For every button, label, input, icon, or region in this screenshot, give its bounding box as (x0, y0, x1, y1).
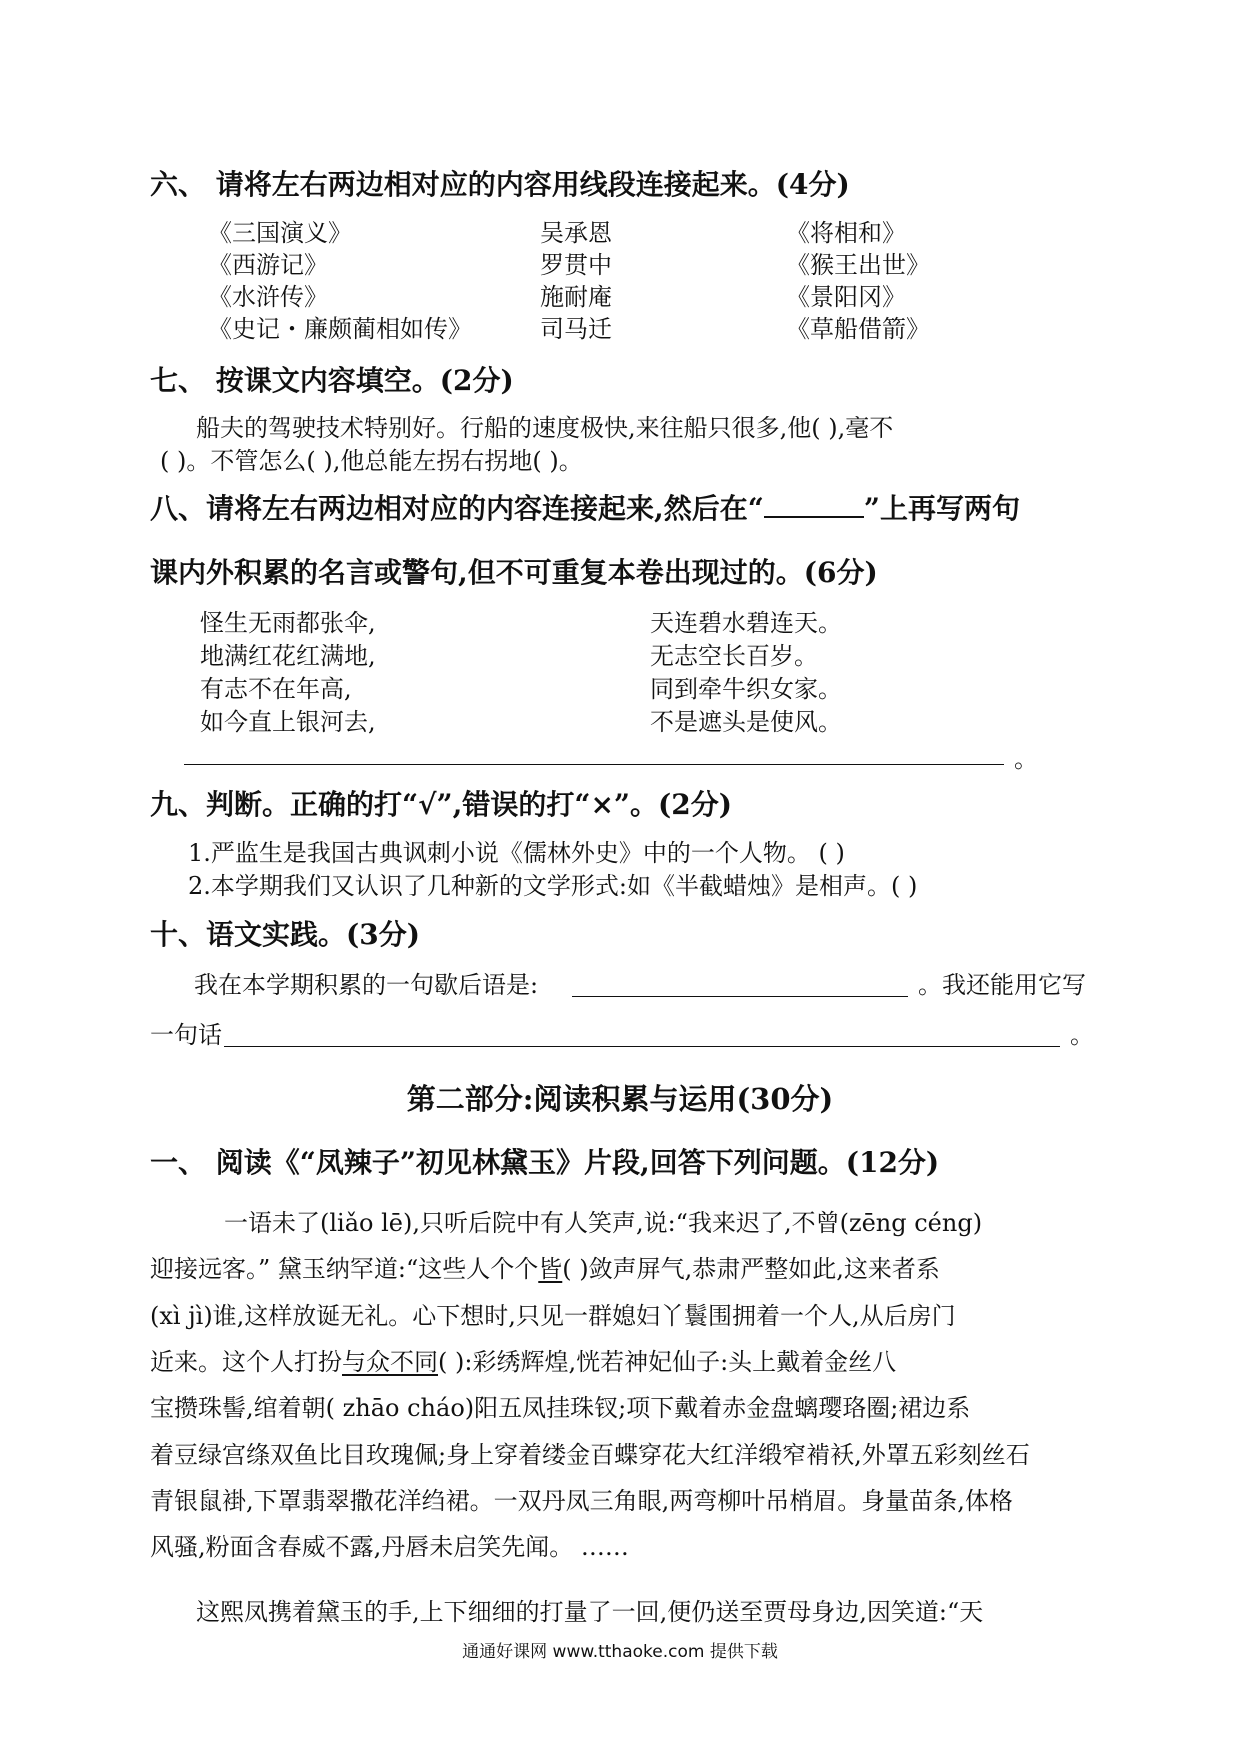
story-title: 《将相和》 (786, 219, 906, 247)
passage-line: 这熙凤携着黛玉的手,上下细细的打量了一回,便仍送至贾母身边,因笑道:“天 (196, 1598, 984, 1626)
book-title: 《水浒传》 (208, 283, 328, 311)
section-8-heading (150, 492, 1020, 526)
author-name: 吴承恩 (540, 219, 612, 247)
sentence-prompt: 一句话 (150, 1021, 222, 1049)
author-name: 施耐庵 (540, 283, 612, 311)
reading-question-heading: 一、 阅读《“凤辣子”初见林黛玉》片段,回答下列问题。(12分) (150, 1146, 940, 1179)
couplet-left: 怪生无雨都张伞, (200, 609, 376, 637)
judgement-item: 1.严监生是我国古典讽刺小说《儒林外史》中的一个人物。 ( ) (188, 839, 845, 867)
footer-source: 通通好课网 www.tthaoke.com 提供下载 (462, 1642, 778, 1662)
couplet-right: 天连碧水碧连天。 (650, 609, 842, 637)
part-2-title: 第二部分:阅读积累与运用(30分) (406, 1082, 834, 1116)
passage-line: 迎接远客。” 黛玉纳罕道:“这些人个个皆( )敛声屏气,恭肃严整如此,这来者系 (150, 1255, 940, 1283)
book-title: 《史记・廉颇蔺相如传》 (208, 315, 472, 343)
couplet-right: 同到牵牛织女家。 (650, 675, 842, 703)
section-6-heading: 六、 请将左右两边相对应的内容用线段连接起来。(4分) (150, 168, 850, 201)
author-name: 罗贯中 (540, 251, 612, 279)
answer-line[interactable] (184, 764, 1004, 765)
underlined-word: 与众不同 (342, 1348, 438, 1376)
couplet-left: 地满红花红满地, (200, 642, 376, 670)
proverb-answer-line[interactable] (572, 996, 908, 997)
couplet-left: 有志不在年高, (200, 675, 352, 703)
proverb-prompt-end: 。我还能用它写 (918, 971, 1086, 999)
author-name: 司马迁 (540, 315, 612, 343)
book-title: 《三国演义》 (208, 219, 352, 247)
section-8-heading-line-2: 课内外积累的名言或警句,但不可重复本卷出现过的。(6分) (150, 556, 878, 589)
section-8-heading-end: ”上再写两句 (863, 492, 1020, 525)
section-9-heading: 九、判断。正确的打“√”,错误的打“×”。(2分) (150, 788, 733, 821)
book-title: 《西游记》 (208, 251, 328, 279)
proverb-prompt: 我在本学期积累的一句歇后语是: (194, 971, 539, 999)
sentence-period: 。 (1070, 1021, 1094, 1049)
fill-blank-line-2: ( )。不管怎么( ),他总能左拐右拐地( )。 (160, 447, 583, 475)
passage-line: 宝攒珠髻,绾着朝( zhāo cháo)阳五凤挂珠钗;项下戴着赤金盘螭璎珞圈;裙边系 (150, 1394, 971, 1422)
passage-line: 风骚,粉面含春威不露,丹唇未启笑先闻。 …… (150, 1533, 629, 1561)
couplet-right: 不是遮头是使风。 (650, 708, 842, 736)
passage-line: 近来。这个人打扮与众不同( ):彩绣辉煌,恍若神妃仙子:头上戴着金丝八 (150, 1348, 897, 1376)
section-10-heading: 十、语文实践。(3分) (150, 918, 420, 951)
story-title: 《草船借箭》 (786, 315, 930, 343)
story-title: 《景阳冈》 (786, 283, 906, 311)
passage-line: 一语未了(liǎo lē),只听后院中有人笑声,说:“我来迟了,不曾(zēng céng) (224, 1209, 983, 1237)
couplet-left: 如今直上银河去, (200, 708, 376, 736)
couplet-right: 无志空长百岁。 (650, 642, 818, 670)
passage-line: 着豆绿宫绦双鱼比目玫瑰佩;身上穿着缕金百蝶穿花大红洋缎窄褃袄,外罩五彩刻丝石 (150, 1441, 1030, 1469)
section-7-heading: 七、 按课文内容填空。(2分) (150, 364, 514, 397)
heading-blank (764, 494, 864, 518)
underlined-word: 皆 (538, 1255, 563, 1283)
fill-blank-line-1: 船夫的驾驶技术特别好。行船的速度极快,来往船只很多,他( ),毫不 (196, 414, 894, 442)
period-mark: 。 (1014, 745, 1038, 773)
section-8-heading-start: 八、请将左右两边相对应的内容连接起来,然后在“ (150, 492, 764, 525)
story-title: 《猴王出世》 (786, 251, 930, 279)
judgement-item: 2.本学期我们又认识了几种新的文学形式:如《半截蜡烛》是相声。( ) (188, 872, 918, 900)
passage-line: (xì jì)谁,这样放诞无礼。心下想时,只见一群媳妇丫鬟围拥着一个人,从后房门 (150, 1302, 956, 1330)
passage-line: 青银鼠褂,下罩翡翠撒花洋绉裙。一双丹凤三角眼,两弯柳叶吊梢眉。身量苗条,体格 (150, 1487, 1013, 1515)
sentence-answer-line[interactable] (224, 1046, 1060, 1047)
